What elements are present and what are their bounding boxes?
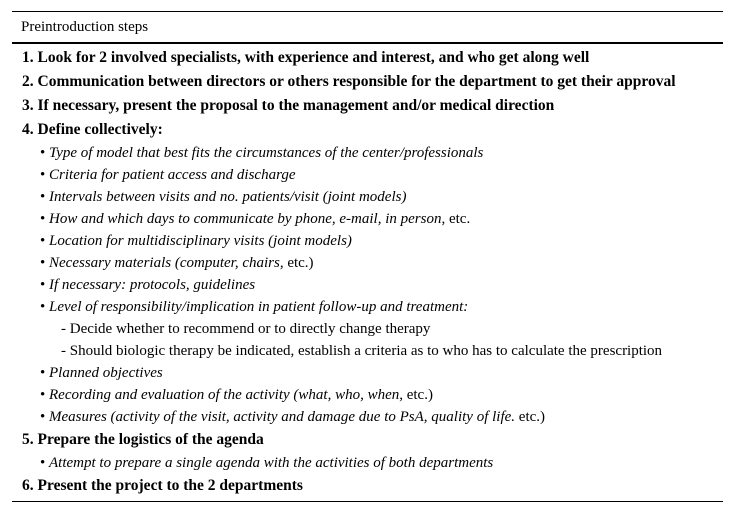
- item-text: How and which days to communicate by phone, e-mail, in person: [49, 211, 442, 227]
- bullet-icon: •: [40, 211, 46, 227]
- bullet-icon: •: [40, 365, 46, 381]
- item-text: Attempt to prepare a single agenda with the activities of both departments: [49, 455, 494, 471]
- item-text: Criteria for patient access and discharge: [49, 167, 296, 183]
- item-text: If necessary: protocols, guidelines: [49, 277, 256, 293]
- item-suffix: , etc.): [279, 255, 314, 271]
- step-3: 3. If necessary, present the proposal to the management and/or medical direction: [22, 97, 555, 114]
- item-text: Location for multidisciplinary visits (joint models): [49, 233, 352, 249]
- bullet-icon: •: [40, 167, 46, 183]
- bullet-icon: •: [40, 409, 46, 425]
- item-suffix: etc.): [515, 409, 546, 425]
- preintroduction-steps-table: [12, 11, 723, 502]
- bullet-icon: •: [40, 387, 46, 403]
- item-text: Intervals between visits and no. patients/visit (joint models): [49, 189, 407, 205]
- step-2: 2. Communication between directors or others responsible for the department to get their approval: [22, 73, 676, 90]
- step4-item: [12, 186, 723, 208]
- step4-item: [12, 406, 723, 428]
- step4-item: [12, 384, 723, 406]
- bullet-icon: •: [40, 255, 46, 271]
- bullet-icon: •: [40, 189, 46, 205]
- step5-item: [12, 452, 723, 474]
- bullet-icon: •: [40, 145, 46, 161]
- bullet-icon: •: [40, 233, 46, 249]
- step4-item: [12, 230, 723, 252]
- step-6: 6. Present the project to the 2 departments: [22, 477, 303, 494]
- step4-item: [12, 164, 723, 186]
- step4-item: [12, 362, 723, 384]
- step4-subitem: - Should biologic therapy be indicated, establish a criteria as to who has to calculate the prescription: [61, 343, 663, 359]
- item-text: Type of model that best fits the circumstances of the center/professionals: [49, 145, 484, 161]
- step4-item: [12, 274, 723, 296]
- step4-item: [12, 208, 723, 230]
- step-1: 1. Look for 2 involved specialists, with experience and interest, and who get along well: [22, 49, 590, 66]
- step4-item: [12, 252, 723, 274]
- step4-subitem: - Decide whether to recommend or to directly change therapy: [61, 321, 431, 337]
- bullet-icon: •: [40, 277, 46, 293]
- bullet-icon: •: [40, 455, 46, 471]
- table-bottom-rule: [12, 501, 723, 502]
- bullet-icon: •: [40, 299, 46, 315]
- step-4: 4. Define collectively:: [22, 121, 163, 138]
- item-text: Recording and evaluation of the activity (what, who, when: [49, 387, 400, 403]
- item-text: Necessary materials (computer, chairs: [49, 255, 280, 271]
- item-text: Measures (activity of the visit, activity and damage due to PsA, quality of life.: [49, 409, 516, 425]
- item-suffix: , etc.: [441, 211, 471, 227]
- item-text: Planned objectives: [49, 365, 163, 381]
- step4-item: [12, 296, 723, 318]
- table-body: [12, 44, 723, 498]
- table-header: Preintroduction steps: [21, 19, 149, 35]
- step-5: 5. Prepare the logistics of the agenda: [22, 431, 264, 448]
- step4-item: [12, 142, 723, 164]
- item-suffix: , etc.): [399, 387, 433, 403]
- item-text: Level of responsibility/implication in patient follow-up and treatment:: [49, 299, 469, 315]
